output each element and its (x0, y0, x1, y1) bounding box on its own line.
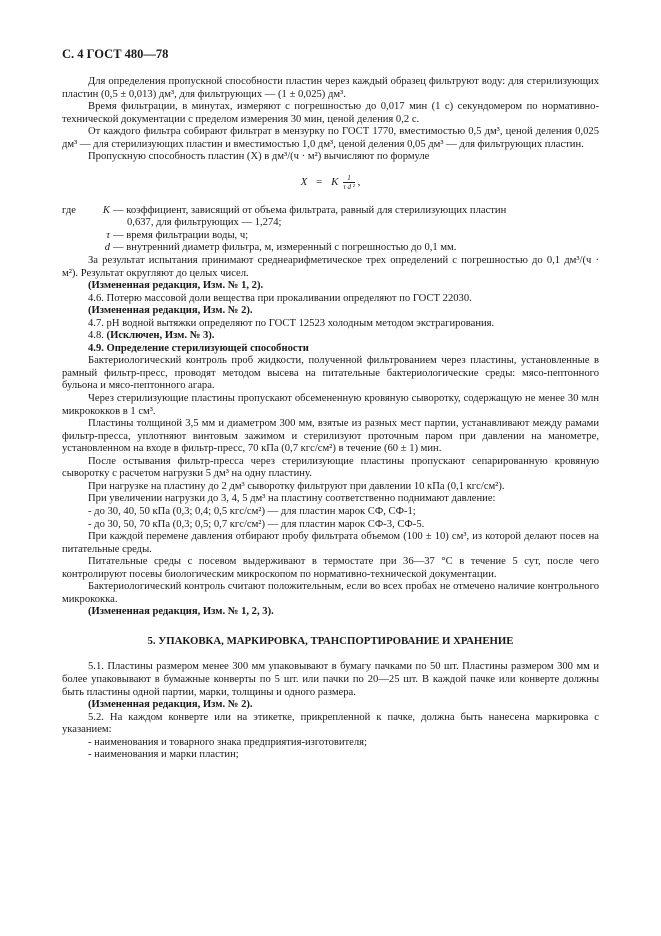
paragraph-bacterio-control: Бактериологический контроль проб жидкости, полученной фильтрованием через пластины, установленные в рамный фильтр-пресс, проводят методом высева на питательные бактериологические среды: мясо-пептонного бульона и мясо-пептонного агара. (62, 355, 599, 392)
paragraph-filtrate-collection: От каждого фильтра собирают фильтрат в мензурку по ГОСТ 1770, вместимостью 0,5 дм³, ценой деления 0,025 дм³ — для стерилизующих пластин и вместимостью 1,0 дм³, ценой деления 0,05 дм³ — для фильтрующих пластин. (62, 126, 599, 150)
paragraph-4-8-excluded: (Исключен, Изм. № 3). (106, 330, 215, 342)
formula-equals: = (316, 175, 323, 188)
formula-lhs: X (300, 175, 308, 188)
paragraph-4-8 (62, 330, 599, 343)
definition-d (62, 242, 599, 255)
paragraph-formula-intro: Пропускную способность пластин (X) в дм³/(ч · м²) вычисляют по формуле (88, 151, 430, 163)
heading-4-9: 4.9. Определение стерилизующей способности (88, 342, 309, 354)
paragraph-4-8-number: 4.8. (88, 330, 104, 342)
definition-lead: где (62, 204, 76, 216)
edition-note-4: (Измененная редакция, Изм. № 2). (88, 699, 253, 711)
formula-denominator: τ d ² (343, 182, 355, 191)
formula-fraction (343, 174, 355, 191)
paragraph-load-2: При нагрузке на пластину до 2 дм³ сыворотку фильтруют при давлении 10 кПа (0,1 кгс/см²). (88, 480, 505, 492)
section-5-title: 5. УПАКОВКА, МАРКИРОВКА, ТРАНСПОРТИРОВАНИЕ И ХРАНЕНИЕ (147, 634, 514, 647)
paragraph-load-increase: При увеличении нагрузки до 3, 4, 5 дм³ на пластину соответственно поднимают давление: (88, 493, 496, 505)
page-body (62, 76, 599, 762)
paragraph-5-1: 5.1. Пластины размером менее 300 мм упаковывают в бумагу пачками по 50 шт. Пластины размером 300 мм и более упаковывают в бумажные конверты по 5 шт. или пачки по 20—25 шт. В каждой пачке или конверте должны быть пластины одной партии, марки, толщины и одного размера. (62, 661, 599, 698)
paragraph-throughput-water: Для определения пропускной способности пластин через каждый образец фильтруют воду: для стерилизующих пластин (0,5 ± 0,013) дм³, для фильтрующих — (1 ± 0,025) дм³. (62, 76, 599, 100)
definition-tau-symbol: τ (106, 229, 110, 241)
page-header: С. 4 ГОСТ 480—78 (62, 47, 169, 61)
paragraph-plates-setup: Пластины толщиной 3,5 мм и диаметром 300 мм, взятые из разных мест партии, устанавливают между рамами фильтр-пресса, уплотняют винтовым зажимом и стерилизуют проточным паром при давлении на манометре, установленном на входе в фильтр-пресс, 70 кПа (0,7 кгс/см²) в течение (60 ± 1) мин. (62, 418, 599, 455)
definition-k-cont-text: 0,637, для фильтрующих — 1,274; (127, 217, 282, 229)
edition-note-3: (Измененная редакция, Изм. № 1, 2, 3). (88, 606, 274, 618)
edition-note-2: (Измененная редакция, Изм. № 2). (88, 305, 253, 317)
definition-d-text: — внутренний диаметр фильтра, м, измеренный с погрешностью до 0,1 мм. (113, 242, 457, 254)
paragraph-5-2: 5.2. На каждом конверте или на этикетке, прикрепленной к пачке, должна быть нанесена маркировка с указанием: (62, 711, 599, 736)
formula-coefficient: K (331, 175, 339, 188)
paragraph-positive-control: Бактериологический контроль считают положительным, если во всех пробах не отмечено наличие контрольного микрококка. (62, 581, 599, 605)
definition-k-symbol: K (102, 204, 110, 216)
list-item-pressure-2: - до 30, 50, 70 кПа (0,3; 0,5; 0,7 кгс/см²) — для пластин марок СФ-3, СФ-5. (88, 518, 425, 530)
definition-k-continued (62, 217, 599, 230)
paragraph-4-6: 4.6. Потерю массовой доли вещества при прокаливании определяют по ГОСТ 22030. (88, 292, 472, 304)
paragraph-4-7: 4.7. pH водной вытяжки определяют по ГОСТ 12523 холодным методом экстрагирования. (88, 317, 495, 329)
formula-numerator: 1 (343, 174, 355, 183)
definition-tau-text: — время фильтрации воды, ч; (113, 229, 249, 241)
list-item-marking-1: - наименования и товарного знака предприятия-изготовителя; (88, 736, 367, 748)
edition-note-1: (Измененная редакция, Изм. № 1, 2). (88, 280, 264, 292)
paragraph-thermostat: Питательные среды с посевом выдерживают в термостате при 36—37 °С в течение 5 сут, после чего контролируют посевы биологическим микроскопом по нормативно-технической документации. (62, 556, 599, 580)
definition-k-text: — коэффициент, зависящий от объема фильтрата, равный для стерилизующих пластин (113, 204, 507, 216)
paragraph-filtration-time: Время фильтрации, в минутах, измеряют с погрешностью до 0,017 мин (1 с) секундомером по нормативно-технической документации с пределом измерения 30 мин, ценой деления 0,2 с. (62, 101, 599, 125)
formula-definitions (62, 205, 599, 255)
list-item-marking-2: - наименования и марки пластин; (88, 749, 239, 761)
paragraph-cooling: После остывания фильтр-пресса через стерилизующие пластины пропускают сепарированную кровяную сыворотку с расчетом нагрузки 5 дм³ на одну пластину. (62, 455, 599, 480)
paragraph-sampling: При каждой перемене давления отбирают пробу фильтрата объемом (100 ± 10) см³, из которой делают посев на питательные среды. (62, 531, 599, 555)
formula-tail: , (357, 175, 361, 188)
definition-k (62, 205, 599, 218)
definition-tau (62, 230, 599, 243)
list-item-pressure-1: - до 30, 40, 50 кПа (0,3; 0,4; 0,5 кгс/см²) — для пластин марок СФ, СФ-1; (88, 505, 416, 517)
paragraph-result: За результат испытания принимают среднеарифметическое трех определений с погрешностью до 0,1 дм³/(ч · м²). Результат округляют до целых чисел. (62, 255, 599, 279)
definition-d-symbol: d (104, 242, 110, 254)
paragraph-serum: Через стерилизующие пластины пропускают обсемененную кровяную сыворотку, содержащую не менее 30 млн микрококков в 1 см³. (62, 393, 599, 417)
formula-throughput (62, 174, 599, 196)
